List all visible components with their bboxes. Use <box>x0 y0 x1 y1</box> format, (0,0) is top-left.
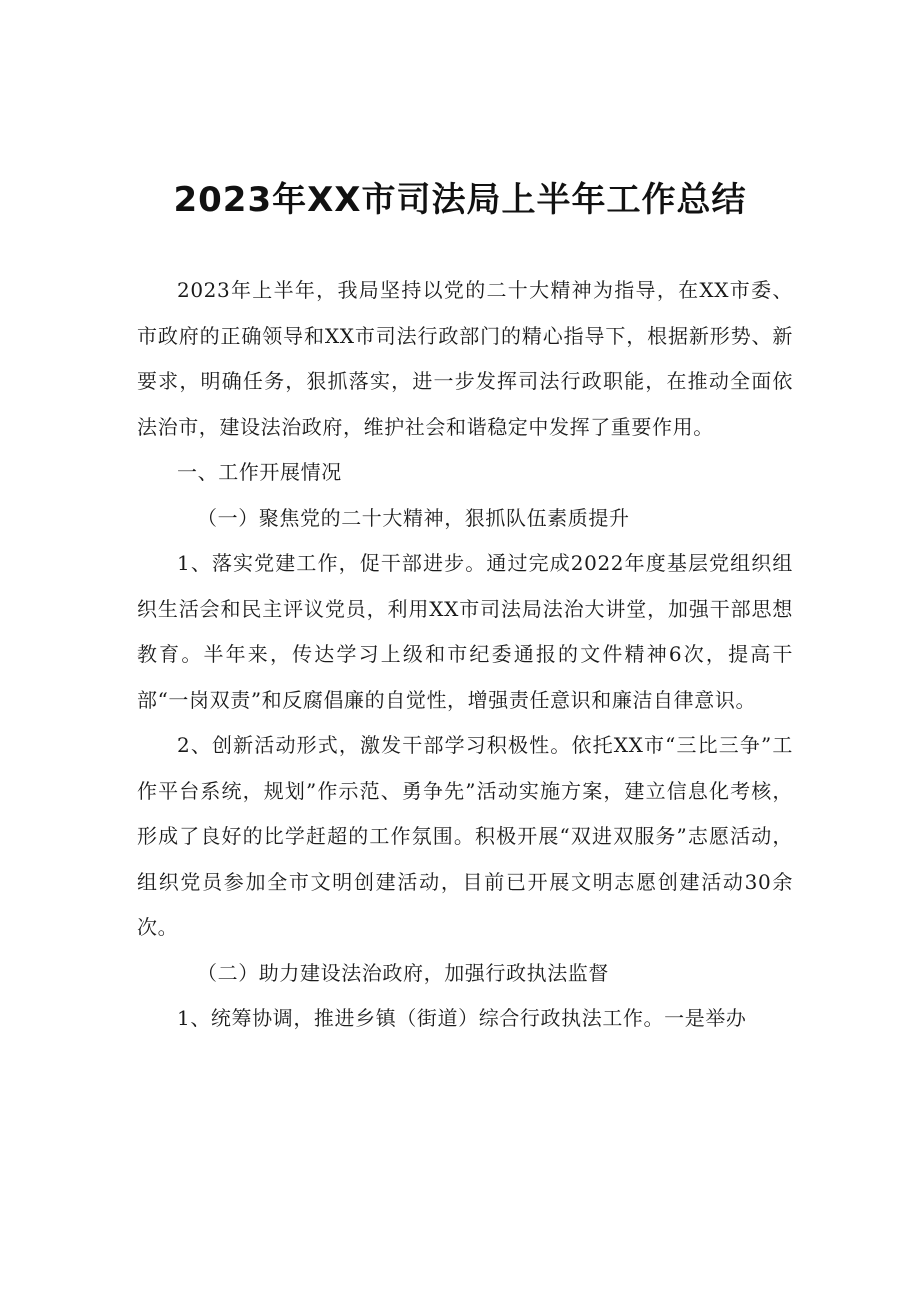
document-body <box>137 268 793 1042</box>
paragraph-party-building: 1、落实党建工作，促干部进步。通过完成2022年度基层党组织组织生活会和民主评议党员，利用XX市司法局法治大讲堂，加强干部思想教育。半年来，传达学习上级和市纪委通报的文件精神6次，提高干部“一岗双责”和反腐倡廉的自觉性，增强责任意识和廉洁自律意识。 <box>137 551 793 712</box>
section-heading-work-status: 一、工作开展情况 <box>177 460 342 484</box>
paragraph-coordination: 1、统筹协调，推进乡镇（街道）综合行政执法工作。一是举办 <box>177 1006 747 1030</box>
intro-paragraph: 2023年上半年，我局坚持以党的二十大精神为指导，在XX市委、市政府的正确领导和XX市司法行政部门的精心指导下，根据新形势、新要求，明确任务，狠抓落实，进一步发挥司法行政职能，在推动全面依法治市，建设法治政府，维护社会和谐稳定中发挥了重要作用。 <box>137 278 793 439</box>
subsection-heading-party-spirit: （一）聚焦党的二十大精神，狠抓队伍素质提升 <box>197 505 630 530</box>
paragraph-activity-innovation: 2、创新活动形式，激发干部学习积极性。依托XX市“三比三争”工作平台系统，规划”作示范、勇争先”活动实施方案，建立信息化考核，形成了良好的比学赶超的工作氛围。积极开展“双进双服务”志愿活动，组织党员参加全市文明创建活动，目前已开展文明志愿创建活动30余次。 <box>137 733 793 939</box>
document-title: 2023年XX市司法局上半年工作总结 <box>173 180 747 220</box>
subsection-heading-rule-of-law: （二）助力建设法治政府，加强行政执法监督 <box>197 960 609 985</box>
